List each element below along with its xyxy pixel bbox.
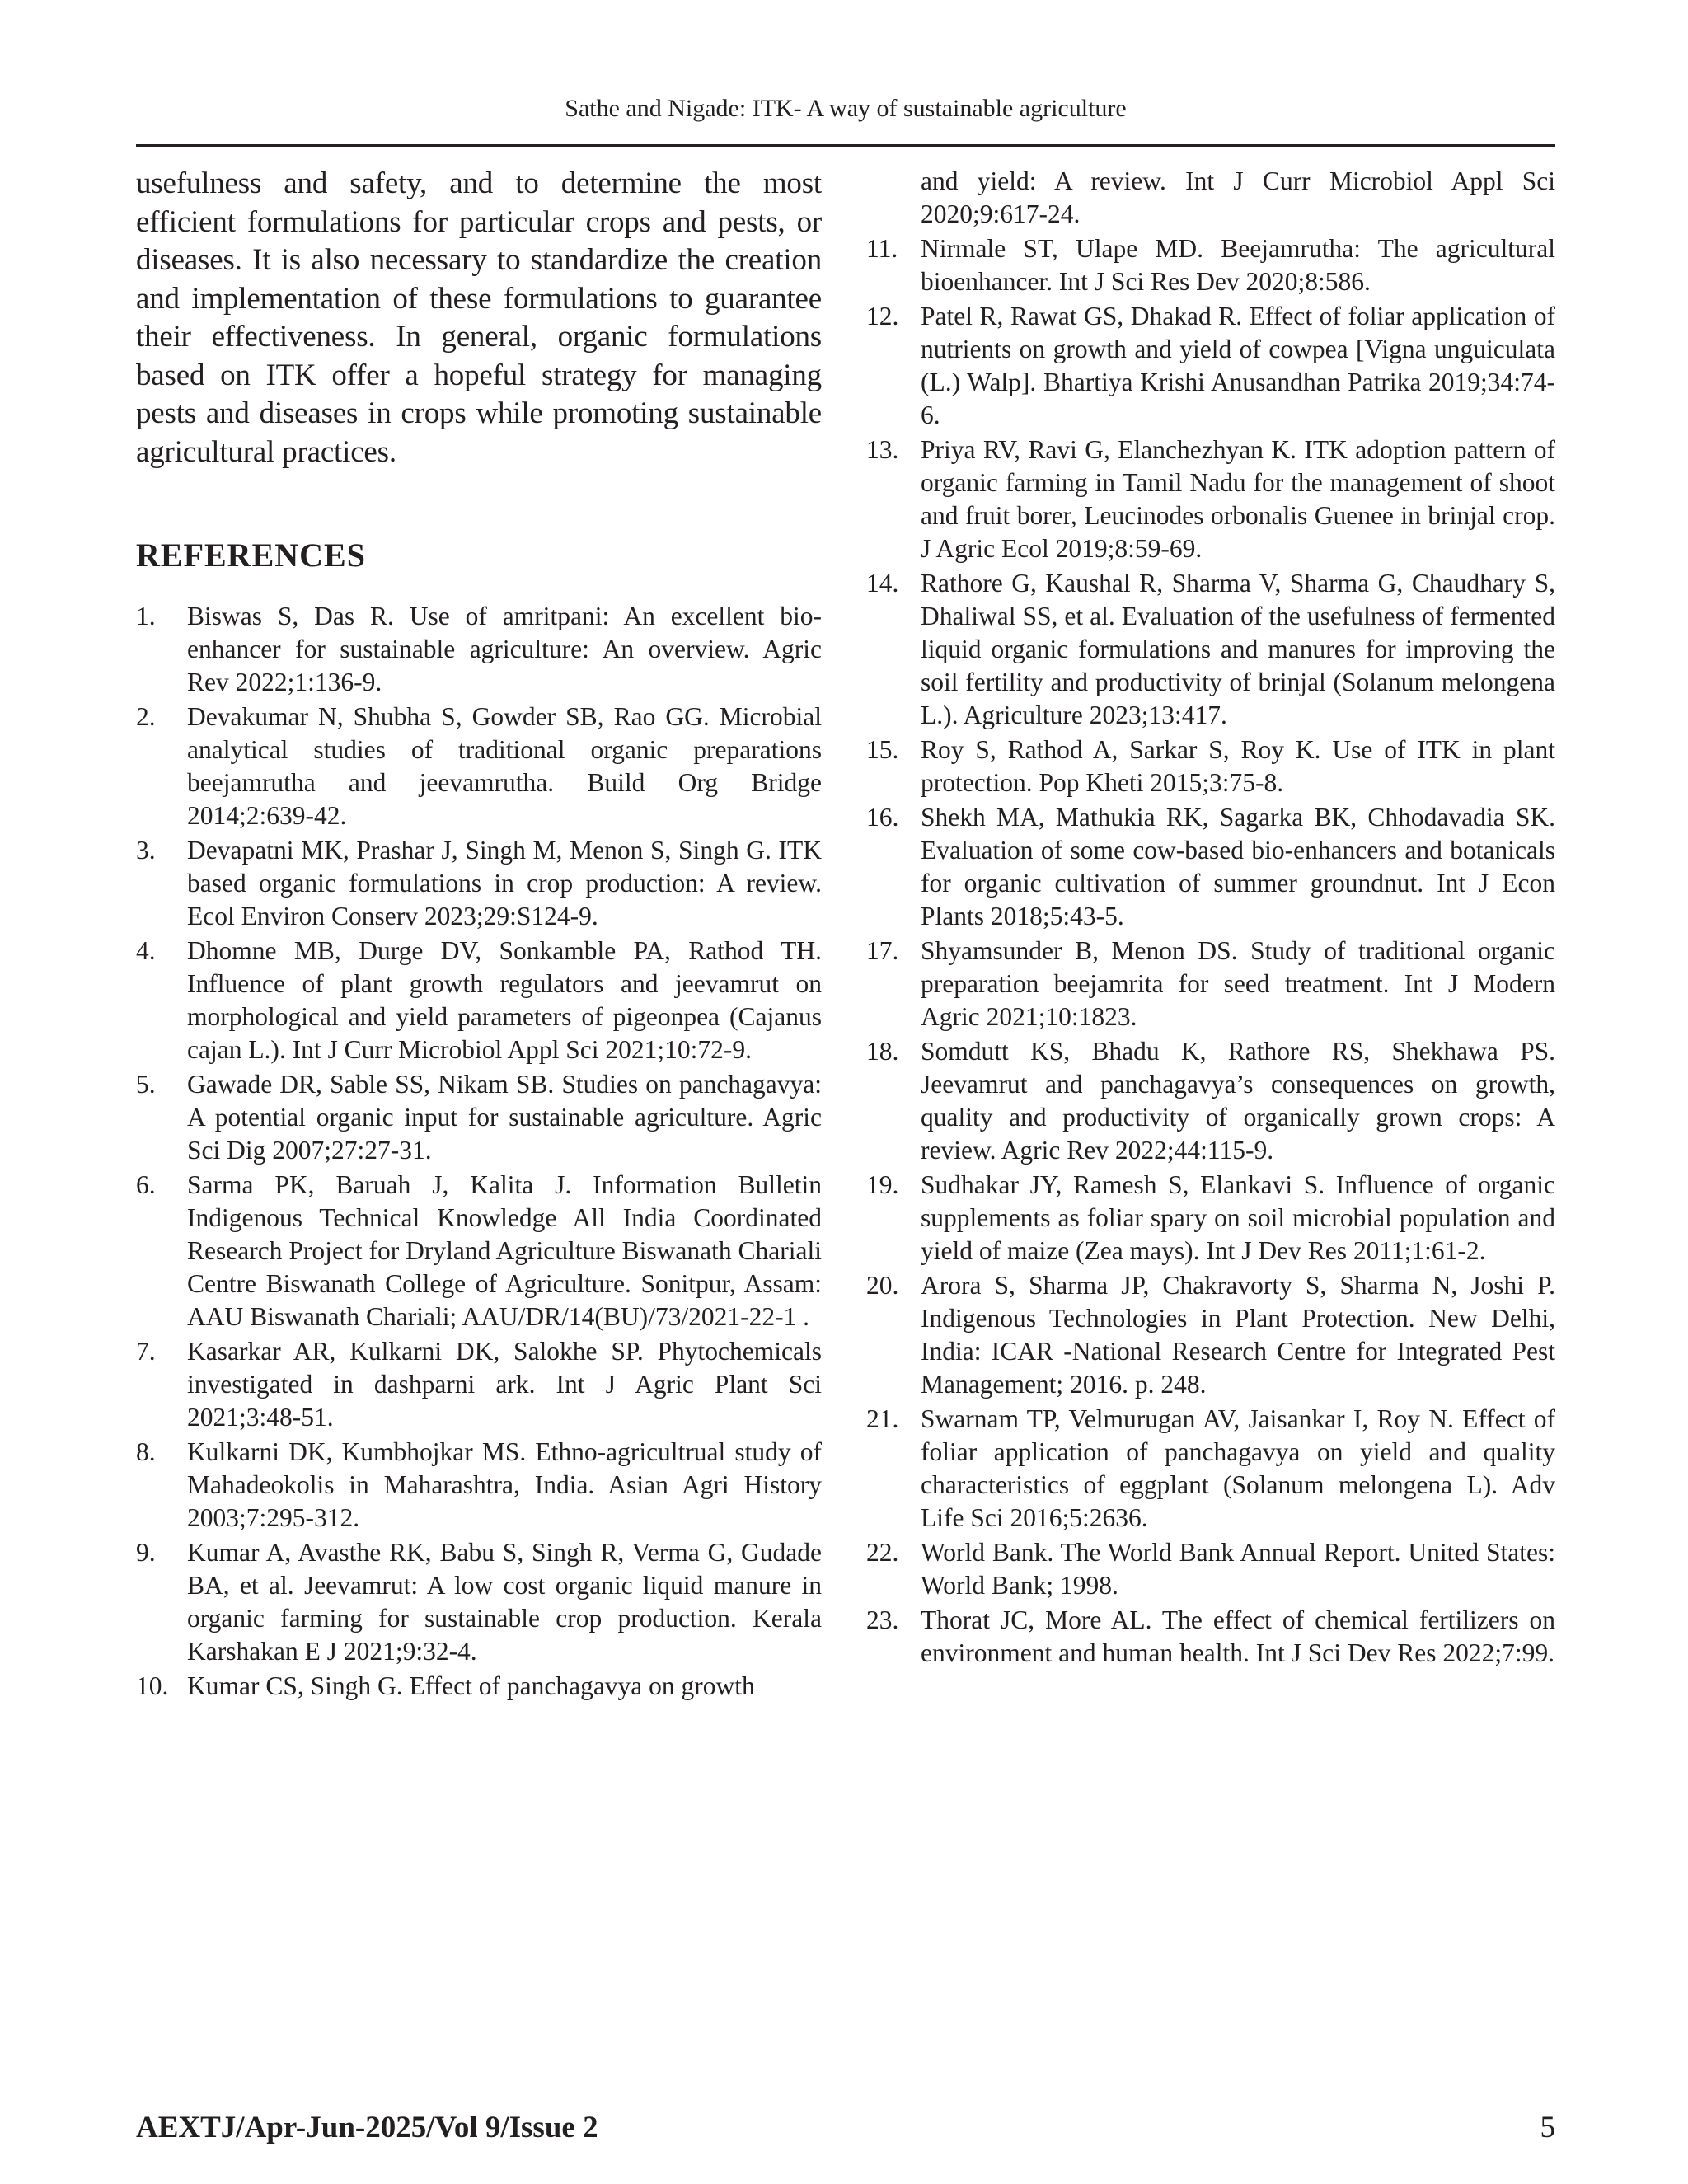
reference-item [136, 1536, 822, 1668]
reference-item [866, 300, 1555, 432]
reference-item [866, 935, 1555, 1033]
reference-number: 11. [866, 234, 898, 263]
footer-journal-info: AEXTJ/Apr-Jun-2025/Vol 9/Issue 2 [136, 2111, 598, 2144]
reference-text: Kumar A, Avasthe RK, Babu S, Singh R, Verma G, Gudade BA, et al. Jeevamrut: A low cost organic liquid manure in organic farming for sustainable crop production. Kerala Karshakan E J 2021;9:32-4. [187, 1538, 822, 1666]
reference-text: Devapatni MK, Prashar J, Singh M, Menon S, Singh G. ITK based organic formulations in crop production: A review. Ecol Environ Conserv 2023;29:S124-9. [187, 836, 822, 930]
reference-item [866, 733, 1555, 799]
reference-item [866, 1604, 1555, 1670]
header-rule [136, 144, 1555, 147]
reference-continuation: and yield: A review. Int J Curr Microbiol Appl Sci 2020;9:617-24. [921, 166, 1555, 228]
reference-item [866, 1269, 1555, 1401]
reference-item [136, 1068, 822, 1167]
reference-text: Roy S, Rathod A, Sarkar S, Roy K. Use of ITK in plant protection. Pop Kheti 2015;3:75-8. [921, 735, 1555, 797]
closing-paragraph: usefulness and safety, and to determine the most efficient formulations for particular crops and pests, or diseases. It is also necessary to standardize the creation and implementation of these formulations to guarantee their effectiveness. In general, organic formulations based on ITK offer a hopeful strategy for managing pests and diseases in crops while promoting sustainable agricultural practices. [136, 166, 822, 469]
reference-item [866, 1403, 1555, 1535]
reference-item [136, 600, 822, 699]
reference-item [136, 1670, 822, 1703]
reference-text: Kulkarni DK, Kumbhojkar MS. Ethno-agricultrual study of Mahadeokolis in Maharashtra, India. Asian Agri History 2003;7:295-312. [187, 1437, 822, 1532]
reference-text: Kasarkar AR, Kulkarni DK, Salokhe SP. Phytochemicals investigated in dashparni ark. Int J Agric Plant Sci 2021;3:48-51. [187, 1337, 822, 1432]
reference-number: 10. [136, 1671, 169, 1700]
reference-item [136, 1436, 822, 1535]
reference-text: Somdutt KS, Bhadu K, Rathore RS, Shekhawa PS. Jeevamrut and panchagavya’s consequences on growth, quality and productivity of organically grown crops: A review. Agric Rev 2022;44:115-9. [921, 1037, 1555, 1165]
reference-number: 7. [136, 1337, 156, 1366]
reference-text: Patel R, Rawat GS, Dhakad R. Effect of foliar application of nutrients on growth and yield of cowpea [Vigna unguiculata (L.) Walp]. Bhartiya Krishi Anusandhan Patrika 2019;34:74-6. [921, 302, 1555, 429]
reference-text: Gawade DR, Sable SS, Nikam SB. Studies on panchagavya: A potential organic input for sustainable agriculture. Agric Sci Dig 2007;27:27-31. [187, 1070, 822, 1165]
reference-item [866, 434, 1555, 565]
reference-number: 17. [866, 936, 899, 965]
reference-number: 9. [136, 1538, 156, 1567]
references-heading: REFERENCES [136, 537, 366, 574]
reference-item [866, 232, 1555, 298]
reference-text: Swarnam TP, Velmurugan AV, Jaisankar I, Roy N. Effect of foliar application of panchagavya on yield and quality characteristics of eggplant (Solanum melongena L). Adv Life Sci 2016;5:2636. [921, 1404, 1555, 1532]
reference-text: Sarma PK, Baruah J, Kalita J. Information Bulletin Indigenous Technical Knowledge All India Coordinated Research Project for Dryland Agriculture Biswanath Chariali Centre Biswanath College of Agriculture. Sonitpur, Assam: AAU Biswanath Chariali; AAU/DR/14(BU)/73/2021-22-1 . [187, 1170, 822, 1331]
reference-number: 1. [136, 602, 156, 630]
reference-number: 12. [866, 302, 899, 330]
reference-number: 19. [866, 1170, 899, 1199]
reference-number: 18. [866, 1037, 899, 1066]
reference-item [136, 935, 822, 1066]
reference-number: 5. [136, 1070, 156, 1099]
reference-text: World Bank. The World Bank Annual Report. United States: World Bank; 1998. [921, 1538, 1555, 1600]
reference-number: 21. [866, 1404, 899, 1433]
left-column [136, 165, 822, 1700]
reference-text: Shyamsunder B, Menon DS. Study of traditional organic preparation beejamrita for seed treatment. Int J Modern Agric 2021;10:1823. [921, 936, 1555, 1031]
reference-number: 4. [136, 936, 156, 965]
reference-text: Sudhakar JY, Ramesh S, Elankavi S. Influence of organic supplements as foliar spary on soil microbial population and yield of maize (Zea mays). Int J Dev Res 2011;1:61-2. [921, 1170, 1555, 1265]
reference-item [866, 567, 1555, 732]
reference-text: Nirmale ST, Ulape MD. Beejamrutha: The agricultural bioenhancer. Int J Sci Res Dev 2020;8:586. [921, 234, 1555, 296]
reference-text: Biswas S, Das R. Use of amritpani: An excellent bio-enhancer for sustainable agriculture: An overview. Agric Rev 2022;1:136-9. [187, 602, 822, 696]
reference-item [866, 1169, 1555, 1268]
reference-text: Rathore G, Kaushal R, Sharma V, Sharma G, Chaudhary S, Dhaliwal SS, et al. Evaluation of the usefulness of fermented liquid organic formulations and manures for improving the soil fertility and productivity of brinjal (Solanum melongena L.). Agriculture 2023;13:417. [921, 569, 1555, 729]
reference-item [136, 1169, 822, 1333]
reference-text: Thorat JC, More AL. The effect of chemical fertilizers on environment and human health. Int J Sci Dev Res 2022;7:99. [921, 1605, 1555, 1667]
reference-text: Shekh MA, Mathukia RK, Sagarka BK, Chhodavadia SK. Evaluation of some cow-based bio-enhancers and botanicals for organic cultivation of summer groundnut. Int J Econ Plants 2018;5:43-5. [921, 803, 1555, 930]
reference-text: Priya RV, Ravi G, Elanchezhyan K. ITK adoption pattern of organic farming in Tamil Nadu for the management of shoot and fruit borer, Leucinodes orbonalis Guenee in brinjal crop. J Agric Ecol 2019;8:59-69. [921, 435, 1555, 563]
reference-item [866, 801, 1555, 933]
reference-number: 2. [136, 702, 156, 731]
reference-text: Arora S, Sharma JP, Chakravorty S, Sharma N, Joshi P. Indigenous Technologies in Plant Protection. New Delhi, India: ICAR -National Research Centre for Integrated Pest Management; 2016. p. 248. [921, 1271, 1555, 1399]
reference-number: 6. [136, 1170, 156, 1199]
reference-item [136, 701, 822, 832]
reference-item [136, 834, 822, 933]
reference-number: 23. [866, 1605, 899, 1634]
reference-number: 15. [866, 735, 899, 764]
reference-number: 8. [136, 1437, 156, 1466]
reference-text: Devakumar N, Shubha S, Gowder SB, Rao GG. Microbial analytical studies of traditional organic preparations beejamrutha and jeevamrutha. Build Org Bridge 2014;2:639-42. [187, 702, 822, 830]
reference-text: Dhomne MB, Durge DV, Sonkamble PA, Rathod TH. Influence of plant growth regulators and jeevamrut on morphological and yield parameters of pigeonpea (Cajanus cajan L.). Int J Curr Microbiol Appl Sci 2021;10:72-9. [187, 936, 822, 1064]
reference-text: Kumar CS, Singh G. Effect of panchagavya on growth [187, 1671, 755, 1700]
reference-number: 3. [136, 836, 156, 865]
running-head: Sathe and Nigade: ITK- A way of sustainable agriculture [565, 95, 1127, 122]
reference-list-left [136, 600, 822, 1704]
reference-item [136, 1335, 822, 1434]
reference-number: 20. [866, 1271, 899, 1300]
reference-number: 16. [866, 803, 899, 832]
reference-item [866, 1536, 1555, 1602]
reference-number: 14. [866, 569, 899, 598]
page-number: 5 [1540, 2111, 1555, 2144]
right-column [866, 165, 1555, 1671]
reference-number: 22. [866, 1538, 899, 1567]
reference-item [866, 1035, 1555, 1167]
reference-number: 13. [866, 435, 899, 464]
